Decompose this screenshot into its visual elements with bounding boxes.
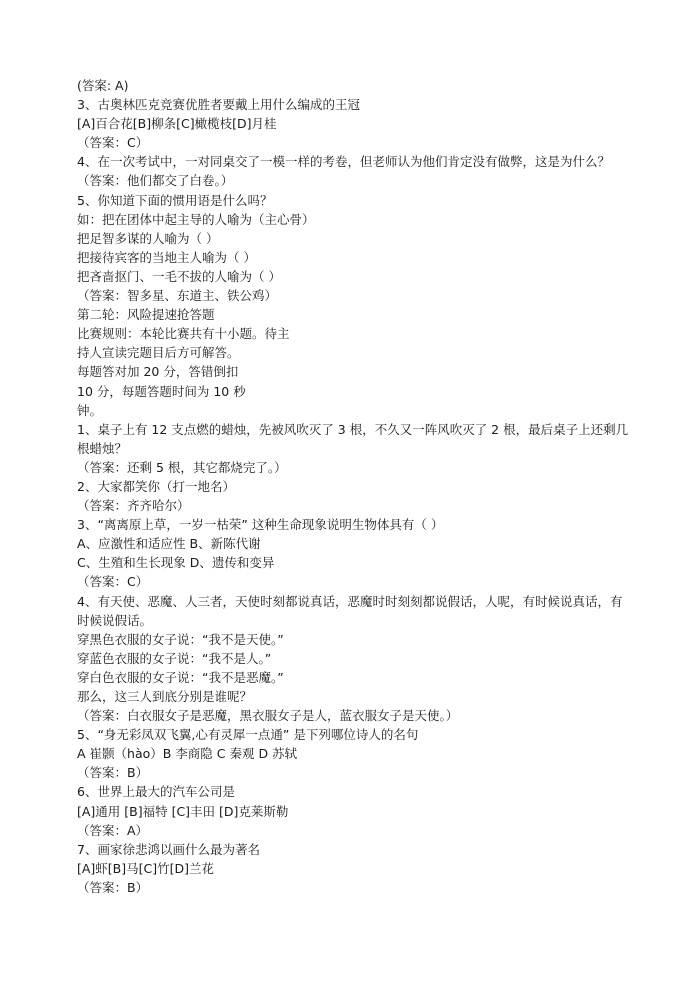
text-line: 把足智多谋的人喻为（ ） — [77, 230, 219, 246]
question-line: 1、桌子上有 12 支点燃的蜡烛，先被风吹灭了 3 根，不久又一阵风吹灭了 2 根，最后桌子上还剩几 — [77, 421, 629, 437]
rules-line: 钟。 — [77, 402, 103, 418]
text-line: 那么，这三人到底分别是谁呢？ — [77, 689, 253, 704]
answer-line: （答案：B） — [77, 765, 149, 781]
text-line: 把吝啬抠门、一毛不拔的人喻为（ ） — [77, 268, 281, 284]
options-line: C、生殖和生长现象 D、遗传和变异 — [77, 555, 275, 571]
question-line: 2、大家都笑你（打一地名） — [77, 478, 235, 494]
text-line: 穿黑色衣服的女子说：“我不是天使。” — [77, 631, 284, 647]
answer-line: （答案：智多星、东道主、铁公鸡） — [77, 288, 278, 304]
rules-line: 持人宣读完题目后方可解答。 — [77, 345, 240, 361]
rules-line: 10 分，每题答题时间为 10 秒 — [77, 383, 246, 399]
answer-line: （答案：C） — [77, 574, 149, 590]
text-line: 穿白色衣服的女子说：“我不是恶魔。” — [77, 669, 284, 685]
text-line: 把接待宾客的当地主人喻为（ ） — [77, 249, 256, 265]
answer-line: (答案: A) — [77, 78, 129, 93]
question-line: 3、“离离原上草，一岁一枯荣” 这种生命现象说明生物体具有（ ） — [77, 517, 444, 533]
question-line: 4、有天使、恶魔、人三者，天使时刻都说真话，恶魔时时刻刻都说假话，人呢，有时候说真话，有 — [77, 593, 623, 609]
question-line: 根蜡烛？ — [77, 440, 128, 456]
options-line: [A]百合花[B]柳条[C]橄榄枝[D]月桂 — [77, 116, 277, 132]
answer-line: （答案：白衣服女子是恶魔，黑衣服女子是人，蓝衣服女子是天使。） — [77, 708, 459, 724]
options-line: A、应激性和适应性 B、新陈代谢 — [77, 536, 261, 552]
question-line: 5、“身无彩凤双飞翼,心有灵犀一点通” 是下列哪位诗人的名句 — [77, 727, 419, 743]
rules-line: 每题答对加 20 分，答错倒扣 — [77, 364, 239, 380]
options-line: [A]虾[B]马[C]竹[D]兰花 — [77, 860, 214, 876]
options-line: [A]通用 [B]福特 [C]丰田 [D]克莱斯勒 — [77, 803, 289, 819]
question-line: 时候说假话。 — [77, 612, 153, 628]
question-line: 7、画家徐悲鸿以画什么最为著名 — [77, 841, 260, 857]
answer-line: （答案：A） — [77, 822, 149, 838]
question-line: 4、在一次考试中，一对同桌交了一模一样的考卷，但老师认为他们肯定没有做弊，这是为什么？ — [77, 154, 610, 170]
answer-line: （答案：还剩 5 根，其它都烧完了。） — [77, 459, 287, 475]
question-line: 6、世界上最大的汽车公司是 — [77, 784, 235, 800]
answer-line: （答案：C） — [77, 135, 149, 151]
text-line: 如：把在团体中起主导的人喻为（主心骨） — [77, 211, 315, 227]
answer-line: （答案：他们都交了白卷。） — [77, 173, 234, 189]
question-line: 5、你知道下面的惯用语是什么吗？ — [77, 192, 273, 208]
answer-line: （答案：B） — [77, 879, 149, 895]
section-heading: 第二轮：风险提速抢答题 — [77, 307, 215, 323]
question-line: 3、古奥林匹克竞赛优胜者要戴上用什么编成的王冠 — [77, 97, 360, 113]
rules-line: 比赛规则：本轮比赛共有十小题。待主 — [77, 326, 290, 342]
document-body — [77, 76, 637, 897]
answer-line: （答案：齐齐哈尔） — [77, 498, 190, 514]
text-line: 穿蓝色衣服的女子说：“我不是人。” — [77, 650, 272, 666]
options-line: A 崔颢（hào）B 李商隐 C 秦观 D 苏轼 — [77, 746, 298, 762]
